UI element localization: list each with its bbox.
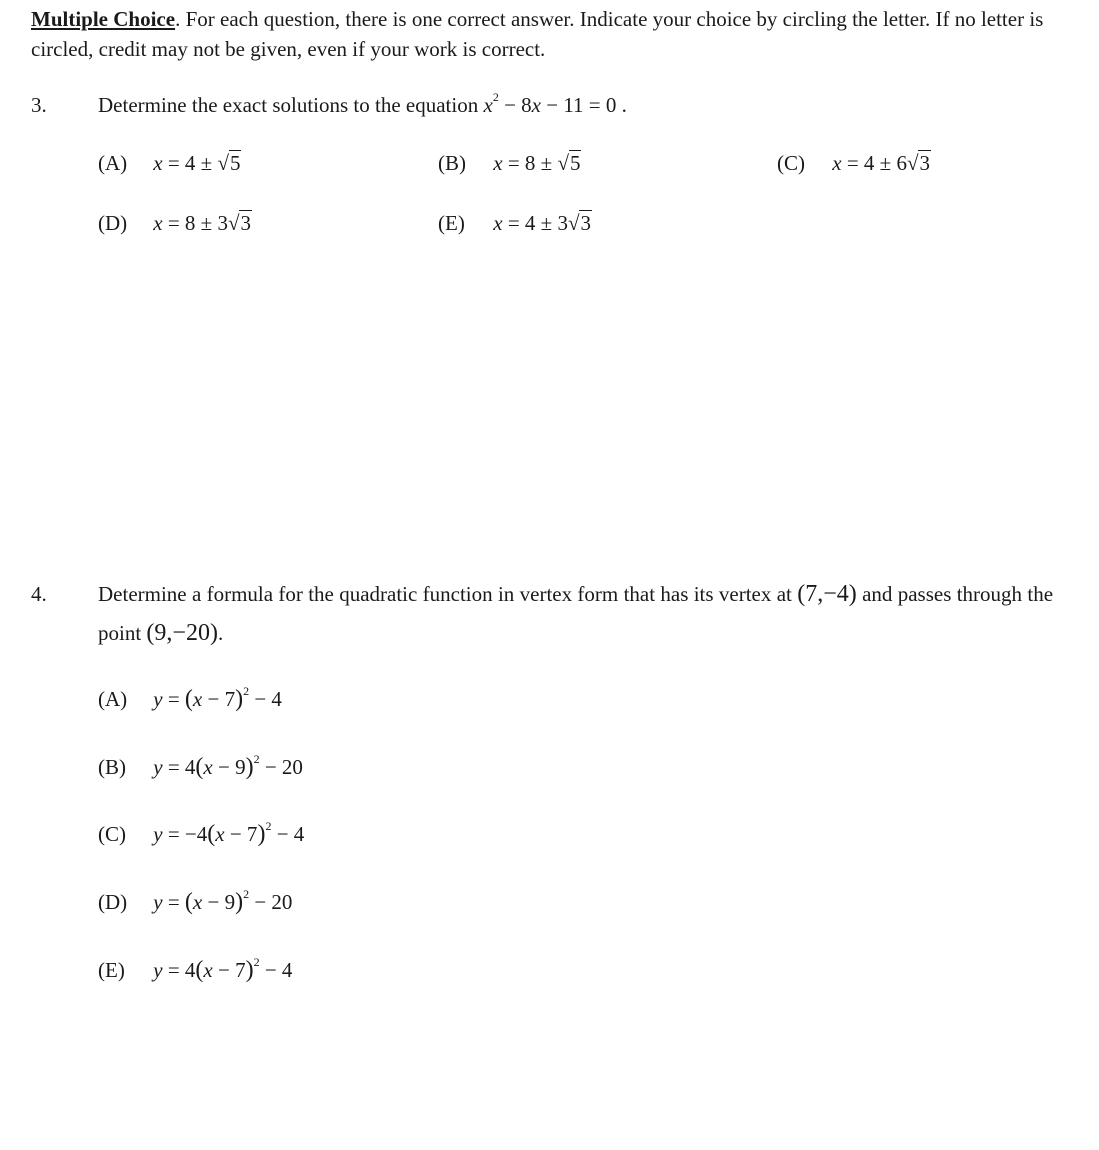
question-4-number: 4.: [31, 582, 47, 606]
choice-expression: x = 8 ± 3√3: [153, 211, 251, 235]
question-3-choice-e[interactable]: [438, 208, 592, 238]
question-3-choice-a[interactable]: [98, 148, 241, 178]
question-3-choice-d[interactable]: [98, 208, 252, 238]
question-4-prompt-end: .: [217, 621, 224, 645]
question-4-choice-b[interactable]: [98, 752, 303, 782]
question-4-choice-e[interactable]: [98, 955, 292, 985]
question-4-prompt-text-2: and passes through the point: [98, 582, 1054, 645]
question-3-choice-c[interactable]: [777, 148, 931, 178]
question-4-choice-a[interactable]: [98, 684, 282, 714]
choice-letter: (B): [98, 755, 126, 779]
choice-expression: x = 8 ± √5: [493, 151, 581, 175]
instructions-text: . For each question, there is one correct answer. Indicate your choice by circling the letter. If no letter is circled, credit may not be given, even if your work is correct.: [31, 7, 1044, 61]
choice-expression: $y = 4(x - 7)^2 - 4$: [153, 955, 293, 983]
question-4-vertex: [797, 582, 857, 606]
choice-letter: (A): [98, 687, 128, 711]
choice-letter: (C): [777, 151, 805, 175]
choice-letter: (B): [438, 151, 466, 175]
choice-letter: (E): [98, 958, 125, 982]
question-3-choice-b[interactable]: [438, 148, 581, 178]
question-4-vertex-text: (7,−4): [797, 581, 857, 607]
question-3-equation: $x^2 - 8x - 11 = 0$ .: [483, 90, 627, 117]
choice-expression: $y = -4(x - 7)^2 - 4$: [153, 819, 305, 847]
question-4-point-text: (9,−20): [146, 620, 218, 646]
choice-expression: $y = (x - 7)^2 - 4$: [153, 684, 282, 712]
question-3-prompt-text: Determine the exact solutions to the equation: [98, 93, 479, 117]
choice-letter: (E): [438, 211, 465, 235]
choice-expression: $y = (x - 9)^2 - 20$: [153, 887, 293, 915]
instructions: [31, 4, 1061, 64]
question-4-point: [146, 621, 218, 645]
choice-letter: (D): [98, 890, 128, 914]
choice-expression: $y = 4(x - 9)^2 - 20$: [153, 752, 303, 780]
question-4-choice-d[interactable]: [98, 887, 292, 917]
choice-expression: x = 4 ± √5: [153, 151, 241, 175]
question-3-number: 3.: [31, 93, 47, 117]
choice-letter: (D): [98, 211, 128, 235]
question-4-prompt-text-1: Determine a formula for the quadratic function in vertex form that has its vertex at: [98, 582, 792, 606]
question-4-prompt: [98, 575, 1053, 653]
question-3-prompt: [98, 90, 627, 120]
question-4-choice-c[interactable]: [98, 819, 304, 849]
instructions-heading: Multiple Choice: [31, 7, 176, 31]
choice-letter: (A): [98, 151, 128, 175]
choice-expression: x = 4 ± 3√3: [493, 211, 591, 235]
choice-expression: x = 4 ± 6√3: [832, 151, 930, 175]
choice-letter: (C): [98, 822, 126, 846]
